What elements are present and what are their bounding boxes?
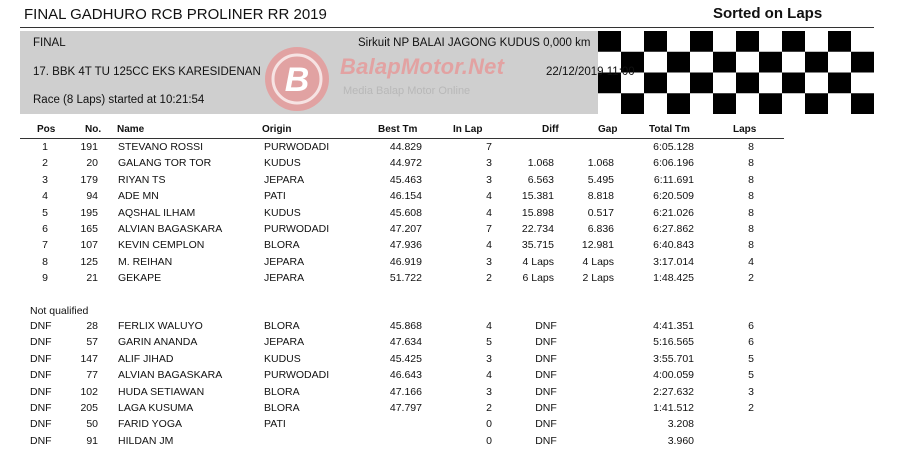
not-qualified-label: Not qualified [30,305,89,317]
cell-in-lap: 3 [486,352,492,365]
cell-gap: 1.068 [587,157,614,170]
cell-gap: 5.495 [587,173,614,186]
cell-in-lap: 4 [486,320,492,332]
cell-no: 195 [80,206,98,219]
table-row [0,188,900,204]
cell-name: M. REIHAN [118,255,173,268]
cell-total: 6:21.026 [653,206,694,219]
cell-pos: DNF [30,320,52,332]
cell-diff: 15.381 [521,190,554,203]
table-row [0,172,900,188]
cell-laps: 8 [748,173,754,186]
cell-best: 45.868 [389,320,422,332]
cell-origin: JEPARA [264,255,305,268]
cell-laps: 6 [748,336,754,349]
cell-no: 94 [86,190,98,203]
table-row [0,367,900,383]
cell-no: 179 [80,173,98,186]
cell-origin: PURWODADI [264,369,330,382]
cell-origin: KUDUS [264,157,301,170]
cell-no: 147 [80,352,98,365]
cell-in-lap: 3 [486,385,492,398]
cell-name: STEVANO ROSSI [118,141,203,153]
cell-diff: 6.563 [527,173,554,186]
cell-in-lap: 7 [486,223,492,235]
cell-no: 91 [86,434,98,447]
col-header-laps: Laps [733,124,757,135]
cell-pos: DNF [30,385,52,398]
cell-total: 6:06.196 [653,157,694,170]
sort-indicator: Sorted on Laps [713,5,823,22]
cell-pos: DNF [30,369,52,382]
cell-gap: 6.836 [587,223,614,235]
cell-name: LAGA KUSUMA [118,402,194,414]
cell-laps: 8 [748,141,754,153]
cell-laps: 2 [748,272,754,285]
cell-laps: 8 [748,223,754,235]
cell-no: 165 [80,223,98,235]
race-class: 17. BBK 4T TU 125CC EKS KARESIDENAN [33,66,261,78]
col-header-diff: Diff [542,124,559,135]
cell-origin: KUDUS [264,352,301,365]
cell-no: 191 [80,141,98,153]
checkered-flag-icon [598,31,874,114]
watermark-brand: BalapMotor.Net [340,54,505,79]
cell-name: ALVIAN BAGASKARA [118,369,223,382]
cell-laps: 8 [748,190,754,203]
cell-name: AQSHAL ILHAM [118,206,196,219]
cell-total: 3:17.014 [653,255,694,268]
cell-best: 44.829 [389,141,422,153]
cell-total: 1:48.425 [653,272,694,285]
table-row [0,334,900,350]
cell-no: 77 [86,369,98,382]
cell-name: ADE MN [118,190,159,203]
cell-pos: DNF [30,402,52,414]
race-datetime: 22/12/2019 11:00 [546,66,635,78]
cell-name: ALIF JIHAD [118,352,174,365]
header-rule [20,27,874,28]
cell-name: HUDA SETIAWAN [118,385,205,398]
cell-gap: 4 Laps [582,255,614,268]
results-title: FINAL GADHURO RCB PROLINER RR 2019 [24,6,327,23]
round-label: FINAL [33,37,66,49]
cell-no: 28 [86,320,98,332]
cell-diff: DNF [535,336,557,349]
cell-in-lap: 4 [486,190,492,203]
cell-no: 125 [80,255,98,268]
cell-in-lap: 7 [486,141,492,153]
cell-pos: 4 [42,190,48,203]
cell-pos: 7 [42,239,48,252]
cell-best: 47.166 [389,385,422,398]
cell-in-lap: 4 [486,369,492,382]
table-row [0,155,900,171]
cell-gap: 12.981 [581,239,614,252]
cell-diff: 1.068 [527,157,554,170]
cell-origin: BLORA [264,402,300,414]
cell-in-lap: 3 [486,173,492,186]
cell-total: 6:20.509 [653,190,694,203]
race-start-info: Race (8 Laps) started at 10:21:54 [33,94,205,106]
cell-laps: 5 [748,352,754,365]
cell-in-lap: 2 [486,272,492,285]
cell-best: 47.797 [389,402,422,414]
cell-laps: 8 [748,157,754,170]
circuit-info: Sirkuit NP BALAI JAGONG KUDUS 0,000 km [358,37,591,49]
col-header-no: No. [85,124,102,135]
table-row [0,270,900,286]
cell-pos: 8 [42,255,48,268]
cell-total: 3:55.701 [653,352,694,365]
cell-total: 6:40.843 [653,239,694,252]
cell-laps: 5 [748,369,754,382]
cell-in-lap: 2 [486,402,492,414]
cell-name: KEVIN CEMPLON [118,239,205,252]
cell-total: 6:27.862 [653,223,694,235]
cell-laps: 8 [748,239,754,252]
cell-pos: 6 [42,223,48,235]
cell-diff: DNF [535,418,557,431]
cell-name: GARIN ANANDA [118,336,198,349]
cell-diff: DNF [535,402,557,414]
cell-origin: PATI [264,418,286,431]
watermark-tagline: Media Balap Motor Online [343,85,471,97]
col-header-total: Total Tm [649,124,690,135]
watermark-logo-icon [262,44,332,114]
cell-best: 46.643 [389,369,422,382]
cell-diff: 15.898 [521,206,554,219]
table-row [0,351,900,367]
cell-no: 57 [86,336,98,349]
cell-total: 3.960 [667,434,694,447]
cell-best: 47.936 [389,239,422,252]
cell-best: 47.634 [389,336,422,349]
cell-no: 50 [86,418,98,431]
col-header-name: Name [117,124,145,135]
cell-best: 45.425 [389,352,422,365]
cell-laps: 8 [748,206,754,219]
cell-best: 47.207 [389,223,422,235]
table-row [0,400,900,416]
cell-diff: 6 Laps [522,272,554,285]
cell-in-lap: 0 [486,434,492,447]
cell-no: 20 [86,157,98,170]
cell-best: 46.154 [389,190,422,203]
cell-diff: 4 Laps [522,255,554,268]
cell-total: 6:05.128 [653,141,694,153]
cell-in-lap: 3 [486,157,492,170]
cell-in-lap: 3 [486,255,492,268]
cell-pos: 5 [42,206,48,219]
col-header-gap: Gap [598,124,618,135]
cell-in-lap: 4 [486,239,492,252]
cell-pos: 3 [42,173,48,186]
cell-origin: JEPARA [264,173,305,186]
table-row [0,221,900,237]
table-row [0,237,900,253]
cell-pos: 2 [42,157,48,170]
cell-origin: BLORA [264,320,300,332]
cell-no: 21 [86,272,98,285]
cell-origin: KUDUS [264,206,301,219]
cell-laps: 6 [748,320,754,332]
cell-gap: 0.517 [587,206,614,219]
cell-laps: 3 [748,385,754,398]
cell-laps: 4 [748,255,754,268]
cell-diff: DNF [535,434,557,447]
cell-in-lap: 0 [486,418,492,431]
cell-name: HILDAN JM [118,434,174,447]
cell-pos: DNF [30,336,52,349]
cell-origin: PURWODADI [264,223,330,235]
cell-laps: 2 [748,402,754,414]
cell-best: 44.972 [389,157,422,170]
cell-name: GEKAPE [118,272,162,285]
cell-origin: PATI [264,190,286,203]
cell-best: 45.463 [389,173,422,186]
cell-diff: DNF [535,320,557,332]
cell-origin: PURWODADI [264,141,330,153]
cell-no: 107 [80,239,98,252]
cell-in-lap: 5 [486,336,492,349]
cell-gap: 8.818 [587,190,614,203]
cell-diff: DNF [535,369,557,382]
cell-name: GALANG TOR TOR [118,157,212,170]
cell-total: 1:41.512 [653,402,694,414]
cell-name: ALVIAN BAGASKARA [118,223,223,235]
col-header-in-lap: In Lap [453,124,483,135]
cell-total: 4:41.351 [653,320,694,332]
cell-name: FARID YOGA [118,418,182,431]
cell-origin: BLORA [264,239,300,252]
cell-no: 205 [80,402,98,414]
table-row [0,254,900,270]
cell-origin: JEPARA [264,272,305,285]
cell-best: 45.608 [389,206,422,219]
cell-total: 3.208 [667,418,694,431]
table-row [0,139,900,155]
cell-diff: DNF [535,352,557,365]
cell-total: 4:00.059 [653,369,694,382]
col-header-origin: Origin [262,124,292,135]
svg-text:B: B [284,61,310,99]
cell-diff: 22.734 [521,223,554,235]
cell-pos: DNF [30,418,52,431]
cell-diff: DNF [535,385,557,398]
cell-pos: 9 [42,272,48,285]
table-row [0,416,900,432]
cell-in-lap: 4 [486,206,492,219]
cell-origin: JEPARA [264,336,305,349]
cell-total: 2:27.632 [653,385,694,398]
cell-best: 51.722 [389,272,422,285]
cell-total: 5:16.565 [653,336,694,349]
cell-total: 6:11.691 [653,173,694,186]
col-header-best: Best Tm [378,124,418,135]
table-row [0,384,900,400]
cell-name: FERLIX WALUYO [118,320,203,332]
cell-diff: 35.715 [521,239,554,252]
cell-pos: 1 [42,141,48,153]
table-row [0,205,900,221]
col-header-pos: Pos [37,124,56,135]
table-row [0,433,900,449]
cell-origin: BLORA [264,385,300,398]
table-row [0,318,900,334]
cell-pos: DNF [30,352,52,365]
cell-best: 46.919 [389,255,422,268]
cell-no: 102 [80,385,98,398]
cell-name: RIYAN TS [118,173,166,186]
cell-gap: 2 Laps [582,272,614,285]
cell-pos: DNF [30,434,52,447]
